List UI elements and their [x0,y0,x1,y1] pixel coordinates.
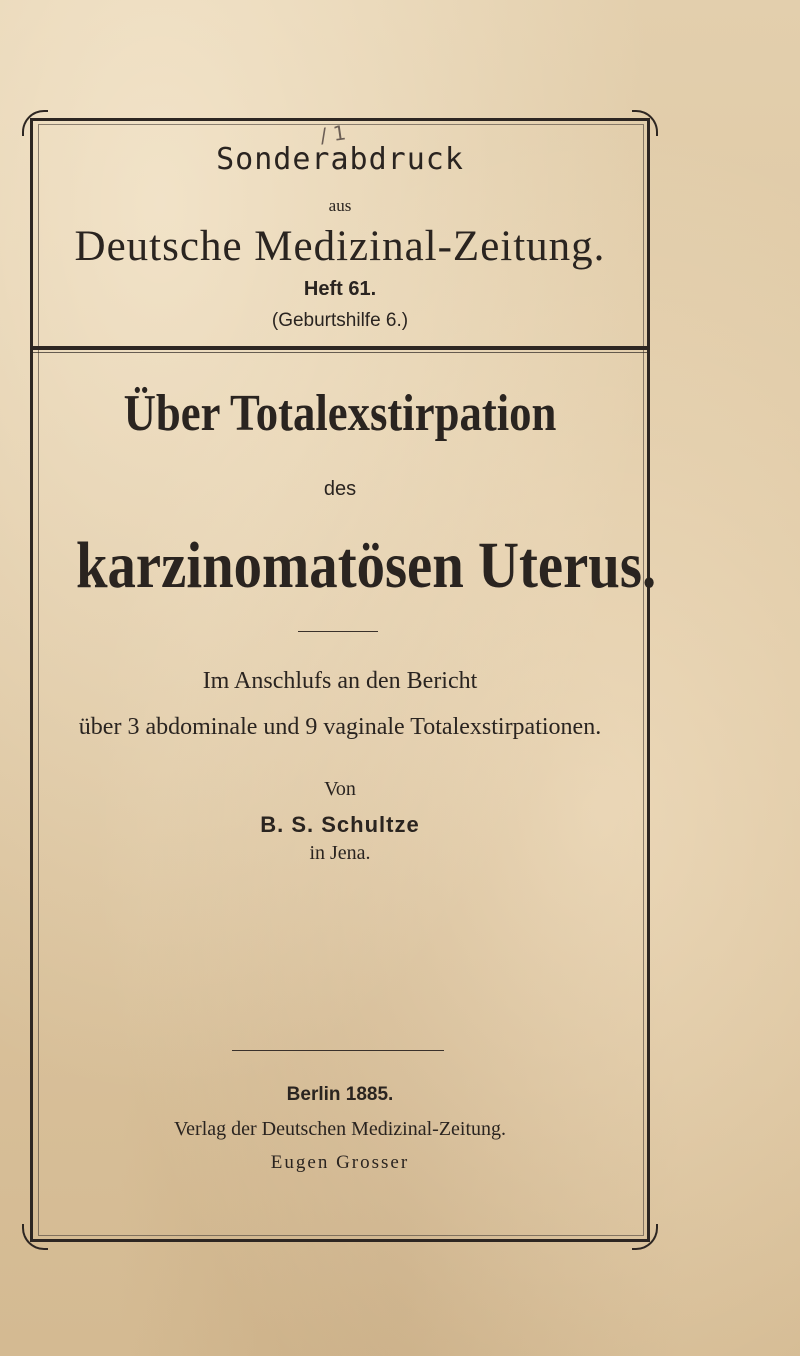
from-label: aus [328,196,352,215]
by-label: Von [324,778,356,800]
reprint-label: Sonderabdruck [216,142,464,177]
pencil-mark: / 1 [318,120,348,148]
header-divider [33,346,647,350]
header-divider-thin [33,352,647,353]
imprint-city-year: Berlin 1885. [286,1084,394,1105]
title-rule [298,631,378,632]
imprint-rule [232,1050,444,1051]
main-title-line-2: karzinomatösen Uterus. [75,529,657,602]
main-title-line-1: Über Totalexstirpation [123,385,557,442]
subtitle-line-2: über 3 abdominale und 9 vaginale Totalexstirpationen. [78,714,602,740]
corner-ornament-top-right [632,110,658,136]
title-connector: des [323,478,357,500]
section-label: (Geburtshilfe 6.) [271,310,409,331]
author-place: in Jena. [309,842,371,864]
journal-title: Deutsche Medizinal-Zeitung. [74,223,606,270]
corner-ornament-bottom-right [632,1224,658,1250]
subtitle-line-1: Im Anschlufs an den Bericht [202,668,478,694]
author-name: B. S. Schultze [260,812,420,837]
issue-number: Heft 61. [303,278,377,300]
imprint-publisher-name: Eugen Grosser [270,1152,410,1173]
corner-ornament-bottom-left [22,1224,48,1250]
corner-ornament-top-left [22,110,48,136]
imprint-publisher-line: Verlag der Deutschen Medizinal-Zeitung. [173,1118,507,1140]
